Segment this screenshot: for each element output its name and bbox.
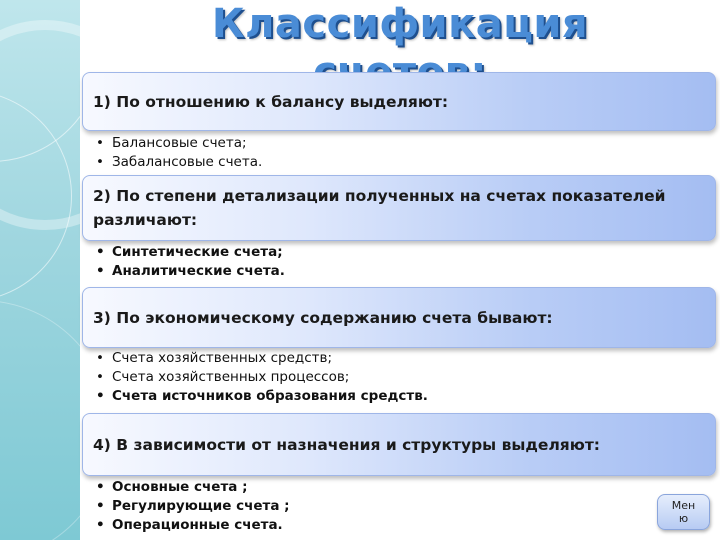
section-1-list [96, 134, 262, 172]
list-item: • Операционные счета. [96, 516, 290, 535]
section-3-list [96, 349, 428, 406]
section-2-list [96, 243, 285, 281]
list-item: • Счета хозяйственных средств; [96, 349, 428, 368]
menu-button-label-line-1: Мен [671, 499, 696, 512]
decorative-ring [0, 300, 80, 540]
list-item: • Счета хозяйственных процессов; [96, 368, 428, 387]
section-4-list [96, 478, 290, 535]
slide-title-line-1: Классификация [211, 1, 589, 47]
section-1-heading: 1) По отношению к балансу выделяют: [82, 72, 716, 131]
decorative-side-panel [0, 0, 80, 540]
section-2-heading: 2) По степени детализации полученных на счетах показателей различают: [82, 175, 716, 241]
list-item: • Забалансовые счета. [96, 153, 262, 172]
menu-button[interactable] [657, 494, 710, 530]
section-3-heading: 3) По экономическому содержанию счета бывают: [82, 287, 716, 348]
list-item: • Синтетические счета; [96, 243, 285, 262]
list-item: • Регулирующие счета ; [96, 497, 290, 516]
list-item: • Балансовые счета; [96, 134, 262, 153]
list-item: • Аналитические счета. [96, 262, 285, 281]
menu-button-label-line-2: ю [678, 512, 689, 525]
list-item: • Основные счета ; [96, 478, 290, 497]
list-item: • Счета источников образования средств. [96, 387, 428, 406]
section-4-heading: 4) В зависимости от назначения и структуры выделяют: [82, 413, 716, 476]
